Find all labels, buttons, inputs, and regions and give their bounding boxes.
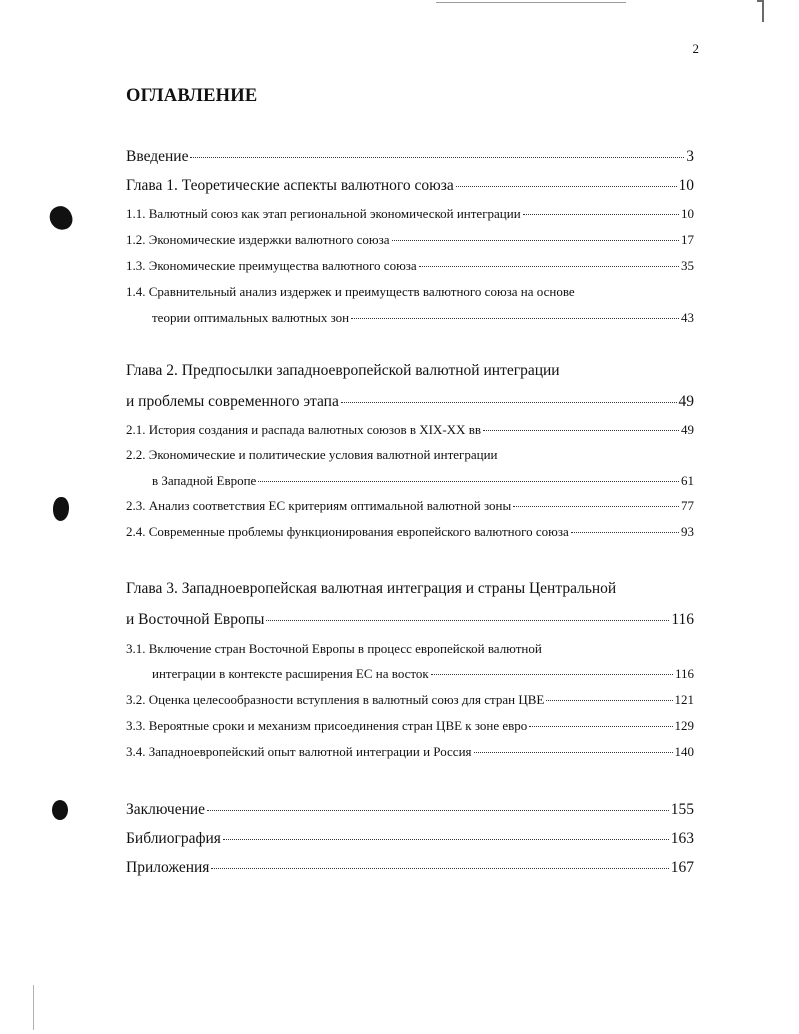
dot-leader <box>419 266 679 267</box>
dot-leader <box>431 674 673 675</box>
toc-entry-page: 49 <box>681 422 694 437</box>
toc-entry-section-3-2[interactable] <box>126 692 694 708</box>
dot-leader <box>529 726 672 727</box>
toc-entry-label: 1.1. Валютный союз как этап региональной экономической интеграции <box>126 206 521 221</box>
toc-entry-label: интеграции в контексте расширения ЕС на восток <box>152 666 429 681</box>
toc-entry-section-2-1[interactable] <box>126 422 694 438</box>
toc-entry-page: 17 <box>681 232 694 247</box>
toc-entry-chapter-3[interactable] <box>126 611 694 629</box>
toc-entry-label: 1.3. Экономические преимущества валютного союза <box>126 258 417 273</box>
toc-entry-label: и Восточной Европы <box>126 611 265 628</box>
toc-entry-chapter-1[interactable] <box>126 177 694 195</box>
toc-entry-section-1-1[interactable] <box>126 206 694 222</box>
toc-entry-chapter-2-line1[interactable]: Глава 2. Предпосылки западноевропейской валютной интеграции <box>126 362 560 379</box>
dot-leader <box>571 532 679 533</box>
toc-entry-label: в Западной Европе <box>152 473 257 488</box>
binder-hole-mark <box>52 800 68 820</box>
toc-entry-label: теории оптимальных валютных зон <box>152 310 350 325</box>
toc-entry-page: 49 <box>678 393 694 410</box>
toc-entry-section-1-4[interactable] <box>152 310 694 326</box>
dot-leader <box>351 318 679 319</box>
toc-entry-label: 2.1. История создания и распада валютных союзов в XIX-XX вв <box>126 422 481 437</box>
scan-corner-mark <box>762 0 764 22</box>
toc-entry-intro[interactable] <box>126 148 694 166</box>
toc-entry-section-2-3[interactable] <box>126 498 694 514</box>
toc-entry-page: 167 <box>670 859 694 876</box>
toc-entry-page: 10 <box>678 177 694 194</box>
page-number: 2 <box>692 41 699 56</box>
toc-entry-section-2-2-line1[interactable]: 2.2. Экономические и политические условия валютной интеграции <box>126 447 498 462</box>
binder-hole-mark <box>53 497 69 521</box>
toc-entry-page: 116 <box>671 611 694 628</box>
toc-entry-label: Библиография <box>126 830 221 847</box>
toc-entry-section-1-3[interactable] <box>126 258 694 274</box>
dot-leader <box>523 214 679 215</box>
toc-entry-page: 155 <box>670 801 694 818</box>
dot-leader <box>190 157 684 158</box>
toc-entry-label: 2.3. Анализ соответствия ЕС критериям оптимальной валютной зоны <box>126 498 512 513</box>
dot-leader <box>258 481 679 482</box>
toc-entry-conclusion[interactable] <box>126 801 694 819</box>
toc-entry-label: 3.2. Оценка целесообразности вступления в валютный союз для стран ЦВЕ <box>126 692 545 707</box>
toc-entry-page: 163 <box>670 830 694 847</box>
toc-entry-section-2-2[interactable] <box>152 473 694 489</box>
toc-entry-label: 3.4. Западноевропейский опыт валютной интеграции и Россия <box>126 744 472 759</box>
scan-edge-line <box>33 985 34 1030</box>
dot-leader <box>223 839 669 840</box>
toc-entry-section-3-1[interactable] <box>152 666 694 682</box>
toc-entry-label: 3.3. Вероятные сроки и механизм присоединения стран ЦВЕ к зоне евро <box>126 718 528 733</box>
toc-entry-label: Заключение <box>126 801 206 818</box>
scan-edge-line <box>436 2 626 3</box>
toc-entry-page: 116 <box>674 666 694 681</box>
toc-entry-label: Введение <box>126 148 189 165</box>
page-title: ОГЛАВЛЕНИЕ <box>126 86 258 106</box>
toc-entry-label: Глава 1. Теоретические аспекты валютного союза <box>126 177 454 194</box>
toc-entry-page: 35 <box>681 258 694 273</box>
dot-leader <box>474 752 673 753</box>
toc-entry-page: 10 <box>681 206 694 221</box>
toc-entry-chapter-2[interactable] <box>126 393 694 411</box>
toc-entry-page: 3 <box>686 148 694 165</box>
toc-entry-label: Приложения <box>126 859 210 876</box>
toc-entry-label: 1.2. Экономические издержки валютного союза <box>126 232 390 247</box>
toc-entry-section-2-4[interactable] <box>126 524 694 540</box>
dot-leader <box>207 810 669 811</box>
toc-entry-page: 129 <box>674 718 694 733</box>
dot-leader <box>341 402 677 403</box>
dot-leader <box>266 620 669 621</box>
toc-entry-chapter-3-line1[interactable]: Глава 3. Западноевропейская валютная интеграция и страны Центральной <box>126 580 617 597</box>
dot-leader <box>483 430 679 431</box>
toc-entry-page: 77 <box>681 498 694 513</box>
dot-leader <box>392 240 680 241</box>
toc-entry-section-3-4[interactable] <box>126 744 694 760</box>
dot-leader <box>456 186 677 187</box>
toc-entry-label: и проблемы современного этапа <box>126 393 339 410</box>
toc-entry-section-1-4-line1[interactable]: 1.4. Сравнительный анализ издержек и преимуществ валютного союза на основе <box>126 284 575 299</box>
dot-leader <box>546 700 672 701</box>
toc-entry-section-3-3[interactable] <box>126 718 694 734</box>
toc-entry-page: 61 <box>681 473 694 488</box>
dot-leader <box>211 868 668 869</box>
toc-entry-page: 93 <box>681 524 694 539</box>
binder-hole-mark <box>47 203 75 233</box>
toc-entry-section-1-2[interactable] <box>126 232 694 248</box>
toc-entry-page: 121 <box>674 692 694 707</box>
toc-entry-appendices[interactable] <box>126 859 694 877</box>
toc-entry-label: 2.4. Современные проблемы функционирования европейского валютного союза <box>126 524 569 539</box>
toc-entry-page: 140 <box>674 744 694 759</box>
toc-entry-page: 43 <box>681 310 694 325</box>
toc-entry-bibliography[interactable] <box>126 830 694 848</box>
dot-leader <box>513 506 679 507</box>
toc-entry-section-3-1-line1[interactable]: 3.1. Включение стран Восточной Европы в процесс европейской валютной <box>126 641 542 656</box>
